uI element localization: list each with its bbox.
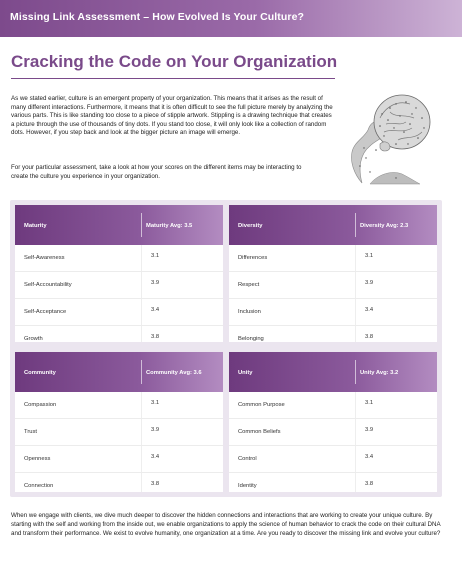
item-score: 3.9: [151, 427, 160, 433]
table-row: [229, 419, 437, 446]
item-name: Inclusion: [238, 309, 261, 315]
column-divider: [141, 272, 142, 298]
header-divider: [355, 213, 356, 237]
item-score: 3.4: [365, 307, 374, 313]
scores-grid: [10, 200, 442, 497]
item-score: 3.8: [151, 334, 160, 340]
table-row: [15, 299, 223, 326]
table-row: [229, 245, 437, 272]
table-row: [229, 272, 437, 299]
table-row: [15, 245, 223, 272]
table-row: [229, 446, 437, 473]
panel-label: Community: [24, 370, 56, 376]
item-name: Self-Accountability: [24, 282, 72, 288]
item-name: Common Purpose: [238, 402, 285, 408]
table-row: [15, 272, 223, 299]
header-divider: [355, 360, 356, 384]
column-divider: [141, 326, 142, 342]
column-divider: [355, 299, 356, 325]
column-divider: [141, 245, 142, 271]
item-name: Connection: [24, 483, 54, 489]
header-divider: [141, 360, 142, 384]
item-name: Growth: [24, 336, 43, 342]
panel-header: [229, 352, 437, 392]
assessment-paragraph: For your particular assessment, take a look at how your scores on the different items may be interacting to create the culture you experience in your organization.: [11, 164, 302, 180]
panel-header: [15, 352, 223, 392]
column-divider: [355, 419, 356, 445]
item-score: 3.1: [151, 253, 160, 259]
item-name: Identity: [238, 483, 257, 489]
panel-unity: [229, 352, 437, 492]
column-divider: [355, 272, 356, 298]
item-name: Belonging: [238, 336, 264, 342]
table-row: [229, 326, 437, 342]
item-score: 3.4: [151, 307, 160, 313]
item-name: Openness: [24, 456, 51, 462]
table-row: [15, 473, 223, 492]
panel-label: Maturity: [24, 223, 47, 229]
column-divider: [355, 326, 356, 342]
column-divider: [141, 419, 142, 445]
table-row: [229, 299, 437, 326]
item-score: 3.8: [365, 481, 374, 487]
table-row: [15, 419, 223, 446]
panel-header: [229, 205, 437, 245]
item-name: Compassion: [24, 402, 57, 408]
item-score: 3.8: [365, 334, 374, 340]
column-divider: [141, 392, 142, 418]
item-score: 3.9: [151, 280, 160, 286]
item-name: Self-Awareness: [24, 255, 65, 261]
item-name: Trust: [24, 429, 37, 435]
header-band: [0, 0, 462, 37]
panel-label: Diversity: [238, 223, 263, 229]
panel-header: [15, 205, 223, 245]
header-title: Missing Link Assessment – How Evolved Is Your Culture?: [10, 11, 305, 23]
item-score: 3.9: [365, 280, 374, 286]
table-row: [229, 392, 437, 419]
table-row: [15, 446, 223, 473]
page-title: Cracking the Code on Your Organization: [11, 52, 338, 71]
item-score: 3.1: [365, 400, 374, 406]
panel-average: Unity Avg: 3.2: [360, 370, 399, 376]
header-divider: [141, 213, 142, 237]
item-name: Self-Acceptance: [24, 309, 67, 315]
panel-average: Community Avg: 3.6: [146, 370, 202, 376]
table-row: [229, 473, 437, 492]
column-divider: [355, 392, 356, 418]
column-divider: [141, 446, 142, 472]
column-divider: [141, 299, 142, 325]
item-score: 3.8: [151, 481, 160, 487]
item-score: 3.1: [151, 400, 160, 406]
column-divider: [141, 473, 142, 492]
column-divider: [355, 446, 356, 472]
column-divider: [355, 245, 356, 271]
title-divider: [11, 78, 335, 79]
column-divider: [355, 473, 356, 492]
table-row: [15, 392, 223, 419]
item-name: Respect: [238, 282, 260, 288]
item-name: Common Beliefs: [238, 429, 281, 435]
item-name: Differences: [238, 255, 268, 261]
item-score: 3.4: [151, 454, 160, 460]
item-score: 3.9: [365, 427, 374, 433]
item-score: 3.1: [365, 253, 374, 259]
panel-label: Unity: [238, 370, 253, 376]
item-name: Control: [238, 456, 257, 462]
panel-average: Diversity Avg: 2.3: [360, 223, 409, 229]
panel-average: Maturity Avg: 3.5: [146, 223, 193, 229]
panel-community: [15, 352, 223, 492]
item-score: 3.4: [365, 454, 374, 460]
panel-maturity: [15, 205, 223, 342]
outro-paragraph: When we engage with clients, we dive much deeper to discover the hidden connections and interactions that are working to create your unique culture. By starting with the self and working from the inside out, we enable organizations to apply the science of human behavior to crack the code on their cultural DNA and transform their performance. We exist to evolve humanity, one organization at a time. Are you ready to discover the missing link and evolve your culture?: [11, 512, 441, 537]
panel-diversity: [229, 205, 437, 342]
stipple-illustration-icon: [340, 88, 444, 186]
intro-paragraph: As we stated earlier, culture is an emergent property of your organization. This means that it arises as the result of many different interactions. Furthermore, it means that it is often difficult to see the full picture merely by analyzing the various parts. This is like standing too close to a piece of stipple artwork. Stippling is a drawing technique that creates a picture through the use of thousands of tiny dots. If you stand too close, it will only look like a collection of random dots. However, if you step back and look at the bigger picture an image will emerge.: [11, 95, 333, 137]
table-row: [15, 326, 223, 342]
